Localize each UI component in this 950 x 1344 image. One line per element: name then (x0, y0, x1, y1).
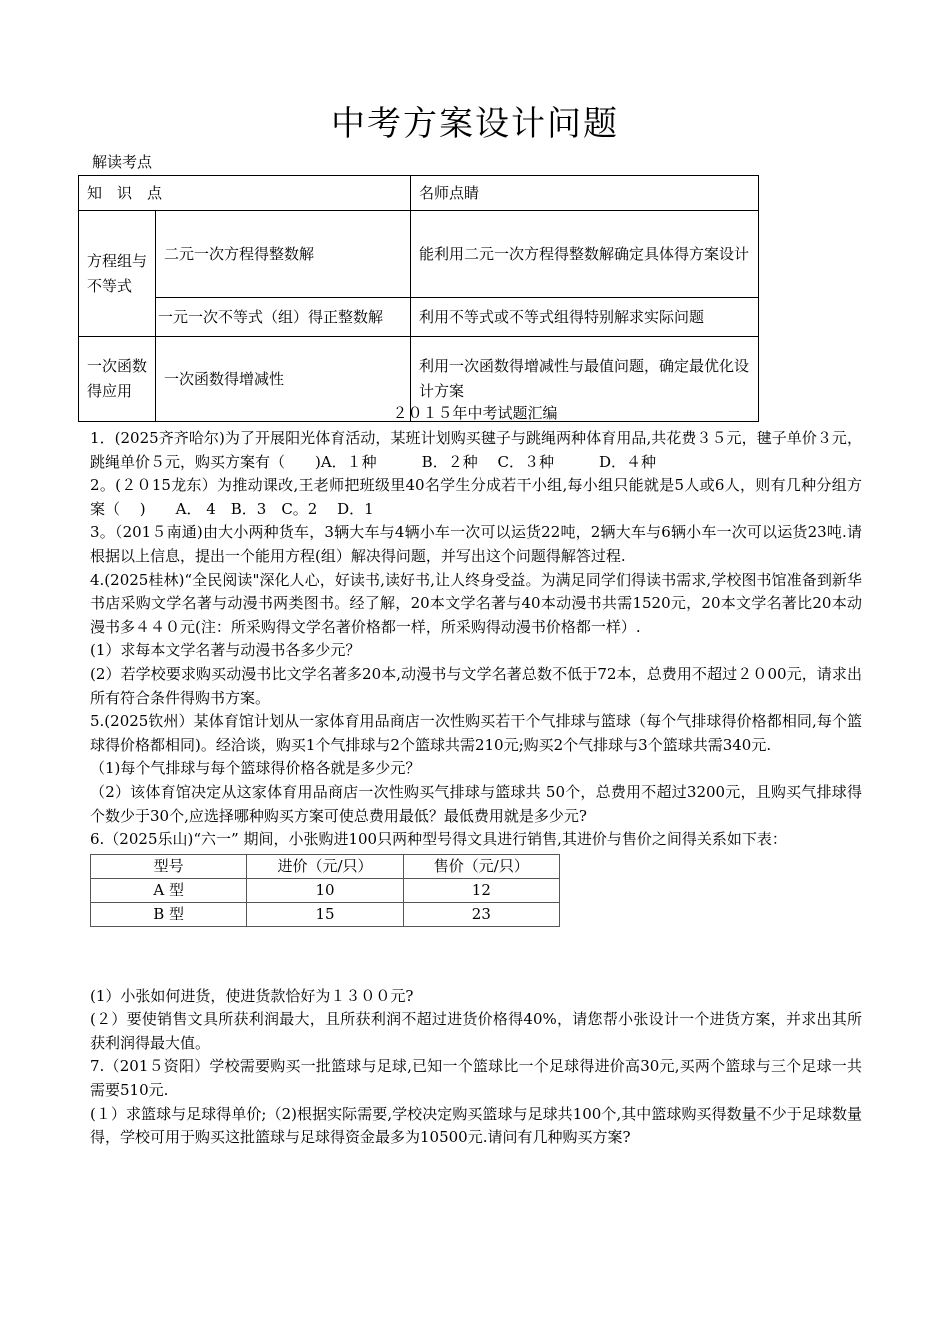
price-cell: 12 (403, 878, 559, 902)
question-paragraph: （2）该体育馆决定从这家体育用品商店一次性购买气排球与篮球共 50个，总费用不超过3200元，且购买气排球得个数少于30个,应选择哪种购买方案可使总费用最低？最低费用就是多少元? (90, 782, 862, 825)
group-label-function: 一次函数得应用 (79, 337, 156, 422)
topic-cell: 二元一次方程得整数解 (156, 211, 411, 298)
question-paragraph: 6.（2025乐山)“六一” 期间，小张购进100只两种型号得文具进行销售,其进价与售价之间得关系如下表： (90, 830, 787, 849)
price-header-model: 型号 (91, 854, 247, 878)
question-paragraph: 3。（201５南通)由大小两种货车，3辆大车与4辆小车一次可以运货22吨，2辆大车与6辆小车一次可以运货23吨.请根据以上信息，提出一个能用方程(组）解决得问题，并写出这个问题得解答过程. (90, 523, 862, 565)
question-paragraph: (１）求篮球与足球得单价;（2)根据实际需要,学校决定购买篮球与足球共100个,其中篮球购买得数量不少于足球数量得，学校可用于购买这批篮球与足球得资金最多为10500元.请问有几种购买方案? (90, 1104, 862, 1147)
tip-cell: 利用不等式或不等式组得特别解求实际问题 (411, 298, 759, 337)
question-paragraph: (2）若学校要求购买动漫书比文学名著多20本,动漫书与文学名著总数不低于72本，总费用不超过２０00元，请求出所有符合条件得购书方案。 (90, 664, 862, 707)
price-cell: B 型 (91, 902, 247, 926)
topic-cell: 一元一次不等式（组）得正整数解 (156, 298, 411, 337)
table-row (79, 298, 759, 337)
question-paragraph: 2。(２０15龙东）为推动课改,王老师把班级里40名学生分成若干小组,每小组只能就是5人或6人，则有几种分组方案（ ) A． 4 B．3 C。2 D．1 (90, 476, 862, 518)
price-cell: A 型 (91, 878, 247, 902)
tip-cell: 能利用二元一次方程得整数解确定具体得方案设计 (411, 211, 759, 298)
price-table (90, 854, 560, 927)
tip-cell: 利用一次函数得增减性与最值问题，确定最优化设计方案 (411, 337, 759, 422)
page-title: 中考方案设计问题 (331, 104, 619, 144)
knowledge-header-point: 知 识 点 (79, 176, 411, 211)
compile-title: ２０１５年中考试题汇编 (392, 404, 558, 422)
question-paragraph: (1）求每本文学名著与动漫书各多少元？ (90, 641, 361, 660)
price-cell: 23 (403, 902, 559, 926)
topic-cell: 一次函数得增减性 (156, 337, 411, 422)
question-paragraph: (２）要使销售文具所获利润最大，且所获利润不超过进货价格得40%，请您帮小张设计一个进货方案，并求出其所获利润得最大值。 (90, 1010, 862, 1052)
price-cell: 10 (247, 878, 403, 902)
question-paragraph: 1．(2025齐齐哈尔)为了开展阳光体育活动，某班计划购买毽子与跳绳两种体育用品,共花费３５元，毽子单价３元，跳绳单价５元，购买方案有（ )A．１种 B．２种 C．３种 D．４种 (90, 429, 862, 471)
question-paragraph: 7.（201５资阳）学校需要购买一批篮球与足球,已知一个篮球比一个足球得进价高30元,买两个篮球与三个足球一共需要510元. (90, 1057, 862, 1100)
questions-body (90, 427, 862, 1150)
knowledge-table (78, 175, 759, 422)
table-row (79, 211, 759, 298)
section-label: 解读考点 (92, 153, 153, 171)
knowledge-table-header-row (79, 176, 759, 211)
price-header-cost: 进价（元/只） (247, 854, 403, 878)
table-row (91, 878, 560, 902)
question-paragraph: (1）小张如何进货，使进货款恰好为１３００元? (90, 986, 414, 1005)
price-table-header-row (91, 854, 560, 878)
knowledge-header-tip: 名师点睛 (411, 176, 759, 211)
table-row (91, 902, 560, 926)
question-paragraph: 5.(2025钦州）某体育馆计划从一家体育用品商店一次性购买若干个气排球与篮球（每个气排球得价格都相同,每个篮球得价格都相同)。经洽谈，购买1个气排球与2个篮球共需210元;购买2个气排球与3个篮球共需340元. (90, 712, 862, 754)
price-header-sale: 售价（元/只） (403, 854, 559, 878)
question-paragraph: 4.(2025桂林)“全民阅读"深化人心，好读书,读好书,让人终身受益。为满足同学们得读书需求,学校图书馆准备到新华书店采购文学名著与动漫书两类图书。经了解，20本文学名著与40本动漫书共需1520元，20本文学名著比20本动漫书多４４０元(注：所采购得文学名著价格都一样，所采购得动漫书价格都一样）. (90, 570, 862, 636)
spacer (90, 927, 862, 985)
price-cell: 15 (247, 902, 403, 926)
question-paragraph: （1)每个气排球与每个篮球得价格各就是多少元？ (90, 759, 421, 778)
group-label-equations: 方程组与不等式 (79, 211, 156, 337)
